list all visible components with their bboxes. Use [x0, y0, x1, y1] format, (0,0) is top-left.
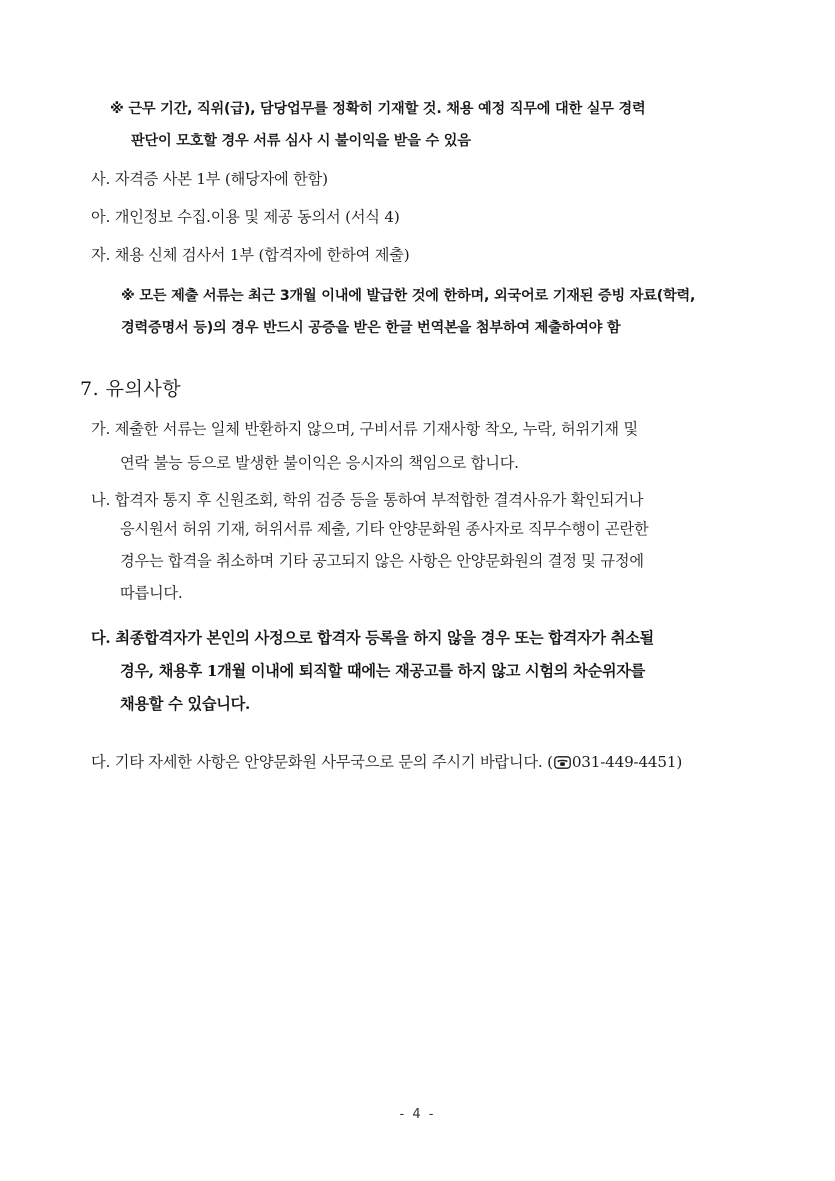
paragraph-da-bold-line-3: 채용할 수 있습니다. — [120, 695, 250, 713]
note-documents-line-2: 경력증명서 등)의 경우 반드시 공증을 받은 한글 번역본을 첨부하여 제출하여야 함 — [121, 320, 621, 336]
note-career-line-1: ※ 근무 기간, 직위(급), 담당업무를 정확히 기재할 것. 채용 예정 직무에 대한 실무 경력 — [110, 101, 646, 117]
paragraph-da-contact — [91, 751, 682, 773]
paragraph-na-line-1: 나. 합격자 통지 후 신원조회, 학위 검증 등을 통하여 부적합한 결격사유가 확인되거나 — [91, 491, 644, 509]
item-sa-certificate: 사. 자격증 사본 1부 (해당자에 한함) — [91, 170, 328, 188]
section-heading: 7. 유의사항 — [80, 378, 182, 400]
contact-text: 다. 기타 자세한 사항은 안양문화원 사무국으로 문의 주시기 바랍니다. ( — [91, 753, 553, 771]
paragraph-da-bold-line-1: 다. 최종합격자가 본인의 사정으로 합격자 등록을 하지 않을 경우 또는 합격자가 취소될 — [91, 629, 654, 647]
paragraph-na-line-3: 경우는 합격을 취소하며 기타 공고되지 않은 사항은 안양문화원의 결정 및 규정에 — [120, 552, 644, 570]
contact-phone: 031-449-4451) — [571, 753, 683, 771]
page-number: - 4 - — [399, 1107, 436, 1122]
paragraph-da-bold-line-2: 경우, 채용후 1개월 이내에 퇴직할 때에는 재공고를 하지 않고 시험의 차순위자를 — [120, 662, 646, 680]
paragraph-na-line-2: 응시원서 허위 기재, 허위서류 제출, 기타 안양문화원 종사자로 직무수행이 곤란한 — [120, 520, 649, 538]
paragraph-na-line-4: 따릅니다. — [120, 584, 183, 602]
item-a-privacy-consent: 아. 개인정보 수집.이용 및 제공 동의서 (서식 4) — [91, 208, 400, 226]
telephone-icon — [554, 755, 571, 773]
note-career-line-2: 판단이 모호할 경우 서류 심사 시 불이익을 받을 수 있음 — [131, 133, 471, 149]
item-ja-health-check: 자. 채용 신체 검사서 1부 (합격자에 한하여 제출) — [91, 246, 410, 264]
paragraph-ga-line-2: 연락 불능 등으로 발생한 불이익은 응시자의 책임으로 합니다. — [120, 454, 519, 472]
note-documents-line-1: ※ 모든 제출 서류는 최근 3개월 이내에 발급한 것에 한하며, 외국어로 기재된 증빙 자료(학력, — [121, 288, 696, 304]
paragraph-ga-line-1: 가. 제출한 서류는 일체 반환하지 않으며, 구비서류 기재사항 착오, 누락, 허위기재 및 — [91, 420, 638, 438]
